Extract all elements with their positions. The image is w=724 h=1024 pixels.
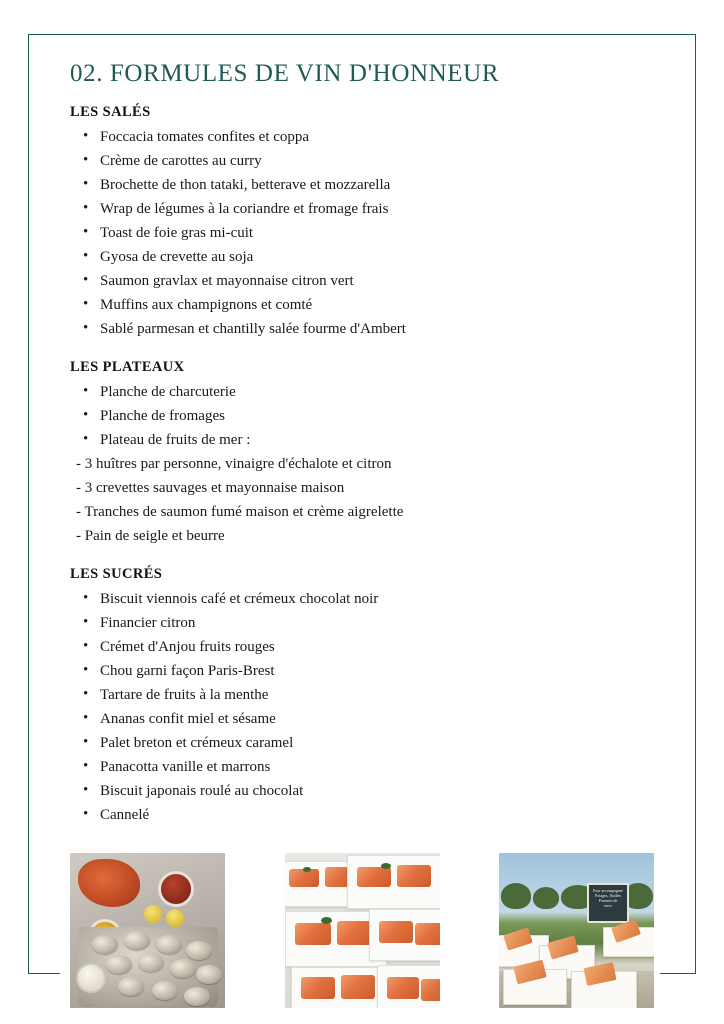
list-item: • Saumon gravlax et mayonnaise citron vert bbox=[100, 269, 660, 293]
salmon-canape bbox=[421, 979, 440, 1001]
salmon-canape bbox=[301, 977, 335, 999]
list-item: • Financier citron bbox=[100, 611, 660, 635]
section-heading: LES SALÉS bbox=[70, 104, 151, 120]
shrimp-pile bbox=[78, 859, 140, 907]
list-item: • Cannelé bbox=[100, 803, 660, 827]
sauce-bowl-red bbox=[158, 871, 194, 907]
herb-garnish bbox=[321, 917, 332, 924]
list-item: • Gyosa de crevette au soja bbox=[100, 245, 660, 269]
oyster bbox=[186, 941, 212, 960]
lemon-wedge bbox=[144, 905, 162, 923]
oyster bbox=[152, 981, 178, 1000]
oyster bbox=[92, 935, 118, 954]
lemon-wedge bbox=[166, 909, 184, 927]
oyster bbox=[124, 931, 150, 950]
herb-garnish bbox=[303, 867, 311, 872]
list-item: • Palet breton et crémeux caramel bbox=[100, 731, 660, 755]
list-item: • Crème de carottes au curry bbox=[100, 149, 660, 173]
page-title: 02. FORMULES DE VIN D'HONNEUR bbox=[70, 60, 500, 87]
section-item-list bbox=[70, 380, 660, 452]
document-content bbox=[70, 60, 660, 845]
list-item: • Panacotta vanille et marrons bbox=[100, 755, 660, 779]
section-note-list bbox=[70, 452, 660, 548]
sauce-bowl-white bbox=[76, 963, 106, 993]
salmon-canape bbox=[337, 921, 373, 945]
list-item: • Plateau de fruits de mer : bbox=[100, 428, 660, 452]
oyster bbox=[184, 987, 210, 1006]
salmon-canape bbox=[289, 869, 319, 887]
list-item: • Planche de fromages bbox=[100, 404, 660, 428]
list-item: • Planche de charcuterie bbox=[100, 380, 660, 404]
tree bbox=[533, 887, 559, 909]
list-item: • Foccacia tomates confites et coppa bbox=[100, 125, 660, 149]
salmon-canape bbox=[341, 975, 375, 999]
list-item: • Muffins aux champignons et comté bbox=[100, 293, 660, 317]
photo-outdoor-buffet bbox=[499, 853, 654, 1008]
note-item: - Tranches de saumon fumé maison et crème aigrelette bbox=[76, 504, 404, 520]
note-item: - 3 crevettes sauvages et mayonnaise maison bbox=[76, 480, 345, 496]
oyster bbox=[156, 935, 182, 954]
salmon-canape bbox=[415, 923, 440, 945]
photo-seafood-platter bbox=[70, 853, 225, 1008]
list-item: • Biscuit japonais roulé au chocolat bbox=[100, 779, 660, 803]
list-item: • Crémet d'Anjou fruits rouges bbox=[100, 635, 660, 659]
salmon-canape bbox=[397, 865, 431, 887]
list-item: • Brochette de thon tataki, betterave et mozzarella bbox=[100, 173, 660, 197]
chalkboard-line-4: terre bbox=[604, 903, 612, 908]
salmon-canape bbox=[387, 977, 419, 999]
salmon-canape bbox=[357, 867, 391, 887]
list-item: • Biscuit viennois café et crémeux chocolat noir bbox=[100, 587, 660, 611]
oyster bbox=[170, 959, 196, 978]
section-item-list bbox=[70, 587, 660, 827]
salmon-canape bbox=[295, 923, 331, 945]
herb-garnish bbox=[381, 863, 391, 869]
oyster bbox=[118, 977, 144, 996]
list-item: • Ananas confit miel et sésame bbox=[100, 707, 660, 731]
salmon-canape bbox=[379, 921, 413, 943]
photo-strip bbox=[70, 853, 654, 1008]
list-item: • Sablé parmesan et chantilly salée fourme d'Ambert bbox=[100, 317, 660, 341]
photo-salmon-canapes bbox=[285, 853, 440, 1008]
section-les-sales bbox=[70, 104, 660, 341]
list-item: • Tartare de fruits à la menthe bbox=[100, 683, 660, 707]
oyster bbox=[196, 965, 222, 984]
chalkboard-sign bbox=[587, 883, 629, 923]
chalkboard-line-1: Pour accompagner bbox=[593, 888, 623, 893]
note-item: - 3 huîtres par personne, vinaigre d'échalote et citron bbox=[76, 456, 392, 472]
chalkboard-line-2: Potages, Nuilles bbox=[595, 893, 621, 898]
oyster bbox=[138, 953, 164, 972]
list-item: • Toast de foie gras mi-cuit bbox=[100, 221, 660, 245]
oyster bbox=[106, 955, 132, 974]
list-item: • Wrap de légumes à la coriandre et fromage frais bbox=[100, 197, 660, 221]
chalkboard-line-3: Pommes de bbox=[598, 898, 618, 903]
section-les-plateaux bbox=[70, 359, 660, 548]
tree bbox=[501, 883, 531, 909]
section-heading: LES PLATEAUX bbox=[70, 359, 185, 375]
section-item-list bbox=[70, 125, 660, 341]
list-item: • Chou garni façon Paris-Brest bbox=[100, 659, 660, 683]
note-item: - Pain de seigle et beurre bbox=[76, 528, 225, 544]
section-les-sucres bbox=[70, 566, 660, 827]
section-heading: LES SUCRÉS bbox=[70, 566, 163, 582]
